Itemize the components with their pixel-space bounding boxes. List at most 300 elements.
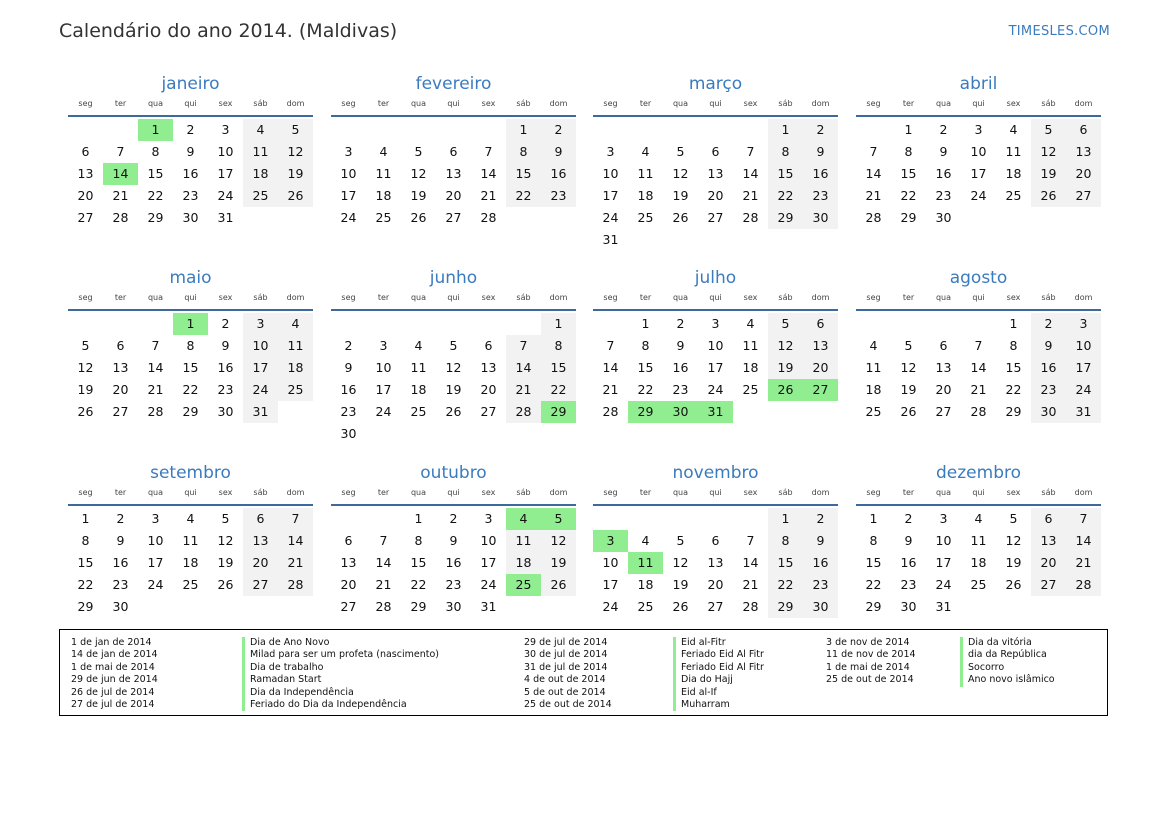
day-cell[interactable]: 6 xyxy=(344,533,353,548)
day-cell[interactable]: 18 xyxy=(506,552,541,574)
day-cell[interactable]: 9 xyxy=(221,338,230,353)
day-cell[interactable]: 13 xyxy=(340,555,357,570)
day-cell[interactable]: 2 xyxy=(939,122,948,137)
day-cell[interactable]: 24 xyxy=(243,379,278,401)
day-cell[interactable]: 12 xyxy=(1031,141,1066,163)
day-cell[interactable]: 10 xyxy=(707,338,724,353)
day-cell[interactable]: 12 xyxy=(672,166,689,181)
day-cell[interactable]: 1 xyxy=(138,119,173,141)
day-cell[interactable]: 10 xyxy=(602,166,619,181)
day-cell[interactable]: 1 xyxy=(768,119,803,141)
day-cell[interactable]: 15 xyxy=(147,166,164,181)
day-cell[interactable]: 6 xyxy=(449,144,458,159)
day-cell[interactable]: 26 xyxy=(445,404,462,419)
day-cell[interactable]: 12 xyxy=(278,141,313,163)
day-cell[interactable]: 17 xyxy=(935,555,952,570)
day-cell[interactable]: 24 xyxy=(480,577,497,592)
day-cell[interactable]: 22 xyxy=(1005,382,1022,397)
day-cell[interactable]: 27 xyxy=(243,574,278,596)
day-cell[interactable]: 16 xyxy=(803,552,838,574)
day-cell[interactable]: 31 xyxy=(698,401,733,423)
day-cell[interactable]: 4 xyxy=(506,508,541,530)
day-cell[interactable]: 17 xyxy=(707,360,724,375)
day-cell[interactable]: 19 xyxy=(77,382,94,397)
day-cell[interactable]: 31 xyxy=(243,401,278,423)
day-cell[interactable]: 28 xyxy=(480,210,497,225)
day-cell[interactable]: 8 xyxy=(506,141,541,163)
day-cell[interactable]: 2 xyxy=(116,511,125,526)
day-cell[interactable]: 19 xyxy=(1005,555,1022,570)
day-cell[interactable]: 30 xyxy=(182,210,199,225)
day-cell[interactable]: 21 xyxy=(970,382,987,397)
day-cell[interactable]: 8 xyxy=(1009,338,1018,353)
day-cell[interactable]: 19 xyxy=(672,188,689,203)
day-cell[interactable]: 21 xyxy=(112,188,129,203)
day-cell[interactable]: 8 xyxy=(641,338,650,353)
day-cell[interactable]: 24 xyxy=(1066,379,1101,401)
day-cell[interactable]: 17 xyxy=(480,555,497,570)
day-cell[interactable]: 8 xyxy=(541,335,576,357)
day-cell[interactable]: 29 xyxy=(77,599,94,614)
day-cell[interactable]: 8 xyxy=(151,144,160,159)
day-cell[interactable]: 9 xyxy=(803,141,838,163)
day-cell[interactable]: 1 xyxy=(173,313,208,335)
day-cell[interactable]: 2 xyxy=(803,119,838,141)
day-cell[interactable]: 28 xyxy=(1066,574,1101,596)
day-cell[interactable]: 25 xyxy=(865,404,882,419)
day-cell[interactable]: 30 xyxy=(663,401,698,423)
day-cell[interactable]: 2 xyxy=(221,316,230,331)
day-cell[interactable]: 23 xyxy=(803,574,838,596)
day-cell[interactable]: 15 xyxy=(506,163,541,185)
day-cell[interactable]: 3 xyxy=(606,144,615,159)
day-cell[interactable]: 20 xyxy=(445,188,462,203)
day-cell[interactable]: 30 xyxy=(1031,401,1066,423)
day-cell[interactable]: 22 xyxy=(865,577,882,592)
day-cell[interactable]: 21 xyxy=(1066,552,1101,574)
day-cell[interactable]: 18 xyxy=(243,163,278,185)
day-cell[interactable]: 22 xyxy=(182,382,199,397)
day-cell[interactable]: 25 xyxy=(742,382,759,397)
day-cell[interactable]: 18 xyxy=(865,382,882,397)
day-cell[interactable]: 22 xyxy=(768,185,803,207)
day-cell[interactable]: 29 xyxy=(410,599,427,614)
day-cell[interactable]: 24 xyxy=(375,404,392,419)
day-cell[interactable]: 20 xyxy=(243,552,278,574)
day-cell[interactable]: 20 xyxy=(803,357,838,379)
day-cell[interactable]: 21 xyxy=(506,379,541,401)
day-cell[interactable]: 10 xyxy=(340,166,357,181)
day-cell[interactable]: 15 xyxy=(768,552,803,574)
day-cell[interactable]: 23 xyxy=(900,577,917,592)
day-cell[interactable]: 1 xyxy=(768,508,803,530)
day-cell[interactable]: 27 xyxy=(1066,185,1101,207)
day-cell[interactable]: 18 xyxy=(637,188,654,203)
day-cell[interactable]: 10 xyxy=(480,533,497,548)
day-cell[interactable]: 27 xyxy=(803,379,838,401)
day-cell[interactable]: 6 xyxy=(939,338,948,353)
day-cell[interactable]: 24 xyxy=(217,188,234,203)
day-cell[interactable]: 13 xyxy=(77,166,94,181)
day-cell[interactable]: 25 xyxy=(375,210,392,225)
day-cell[interactable]: 10 xyxy=(935,533,952,548)
day-cell[interactable]: 17 xyxy=(375,382,392,397)
day-cell[interactable]: 18 xyxy=(637,577,654,592)
day-cell[interactable]: 11 xyxy=(375,166,392,181)
day-cell[interactable]: 8 xyxy=(414,533,423,548)
day-cell[interactable]: 31 xyxy=(217,210,234,225)
day-cell[interactable]: 14 xyxy=(375,555,392,570)
day-cell[interactable]: 7 xyxy=(151,338,160,353)
day-cell[interactable]: 9 xyxy=(449,533,458,548)
day-cell[interactable]: 18 xyxy=(742,360,759,375)
day-cell[interactable]: 30 xyxy=(217,404,234,419)
day-cell[interactable]: 31 xyxy=(1066,401,1101,423)
day-cell[interactable]: 5 xyxy=(676,533,685,548)
day-cell[interactable]: 15 xyxy=(900,166,917,181)
day-cell[interactable]: 24 xyxy=(340,210,357,225)
day-cell[interactable]: 11 xyxy=(506,530,541,552)
day-cell[interactable]: 5 xyxy=(221,511,230,526)
day-cell[interactable]: 23 xyxy=(340,404,357,419)
day-cell[interactable]: 7 xyxy=(1066,508,1101,530)
day-cell[interactable]: 29 xyxy=(768,596,803,618)
day-cell[interactable]: 2 xyxy=(344,338,353,353)
day-cell[interactable]: 29 xyxy=(768,207,803,229)
day-cell[interactable]: 16 xyxy=(1031,357,1066,379)
day-cell[interactable]: 4 xyxy=(186,511,195,526)
day-cell[interactable]: 22 xyxy=(768,574,803,596)
day-cell[interactable]: 13 xyxy=(707,166,724,181)
day-cell[interactable]: 27 xyxy=(935,404,952,419)
day-cell[interactable]: 22 xyxy=(637,382,654,397)
day-cell[interactable]: 24 xyxy=(970,188,987,203)
day-cell[interactable]: 16 xyxy=(182,166,199,181)
day-cell[interactable]: 3 xyxy=(243,313,278,335)
day-cell[interactable]: 7 xyxy=(116,144,125,159)
day-cell[interactable]: 14 xyxy=(278,530,313,552)
day-cell[interactable]: 6 xyxy=(711,144,720,159)
day-cell[interactable]: 13 xyxy=(803,335,838,357)
day-cell[interactable]: 11 xyxy=(628,552,663,574)
day-cell[interactable]: 5 xyxy=(676,144,685,159)
day-cell[interactable]: 21 xyxy=(865,188,882,203)
day-cell[interactable]: 16 xyxy=(935,166,952,181)
day-cell[interactable]: 30 xyxy=(112,599,129,614)
day-cell[interactable]: 6 xyxy=(81,144,90,159)
day-cell[interactable]: 28 xyxy=(278,574,313,596)
day-cell[interactable]: 27 xyxy=(340,599,357,614)
day-cell[interactable]: 8 xyxy=(904,144,913,159)
day-cell[interactable]: 21 xyxy=(278,552,313,574)
day-cell[interactable]: 29 xyxy=(900,210,917,225)
day-cell[interactable]: 4 xyxy=(243,119,278,141)
day-cell[interactable]: 26 xyxy=(410,210,427,225)
day-cell[interactable]: 21 xyxy=(742,577,759,592)
day-cell[interactable]: 3 xyxy=(344,144,353,159)
day-cell[interactable]: 12 xyxy=(217,533,234,548)
day-cell[interactable]: 17 xyxy=(340,188,357,203)
day-cell[interactable]: 6 xyxy=(116,338,125,353)
day-cell[interactable]: 28 xyxy=(602,404,619,419)
day-cell[interactable]: 21 xyxy=(742,188,759,203)
day-cell[interactable]: 26 xyxy=(541,574,576,596)
day-cell[interactable]: 25 xyxy=(637,599,654,614)
day-cell[interactable]: 25 xyxy=(243,185,278,207)
day-cell[interactable]: 4 xyxy=(974,511,983,526)
day-cell[interactable]: 15 xyxy=(77,555,94,570)
day-cell[interactable]: 29 xyxy=(541,401,576,423)
day-cell[interactable]: 18 xyxy=(410,382,427,397)
day-cell[interactable]: 15 xyxy=(541,357,576,379)
day-cell[interactable]: 5 xyxy=(1031,119,1066,141)
day-cell[interactable]: 9 xyxy=(904,533,913,548)
day-cell[interactable]: 31 xyxy=(480,599,497,614)
day-cell[interactable]: 24 xyxy=(602,599,619,614)
day-cell[interactable]: 5 xyxy=(449,338,458,353)
day-cell[interactable]: 20 xyxy=(707,577,724,592)
day-cell[interactable]: 3 xyxy=(593,530,628,552)
day-cell[interactable]: 20 xyxy=(1031,552,1066,574)
day-cell[interactable]: 3 xyxy=(939,511,948,526)
day-cell[interactable]: 14 xyxy=(970,360,987,375)
day-cell[interactable]: 7 xyxy=(506,335,541,357)
day-cell[interactable]: 24 xyxy=(602,210,619,225)
day-cell[interactable]: 13 xyxy=(445,166,462,181)
day-cell[interactable]: 12 xyxy=(410,166,427,181)
day-cell[interactable]: 4 xyxy=(1009,122,1018,137)
day-cell[interactable]: 25 xyxy=(410,404,427,419)
day-cell[interactable]: 3 xyxy=(151,511,160,526)
day-cell[interactable]: 19 xyxy=(278,163,313,185)
day-cell[interactable]: 11 xyxy=(182,533,199,548)
day-cell[interactable]: 17 xyxy=(217,166,234,181)
day-cell[interactable]: 1 xyxy=(641,316,650,331)
day-cell[interactable]: 2 xyxy=(904,511,913,526)
day-cell[interactable]: 5 xyxy=(1009,511,1018,526)
day-cell[interactable]: 27 xyxy=(77,210,94,225)
day-cell[interactable]: 22 xyxy=(541,379,576,401)
day-cell[interactable]: 28 xyxy=(970,404,987,419)
day-cell[interactable]: 21 xyxy=(375,577,392,592)
day-cell[interactable]: 1 xyxy=(904,122,913,137)
day-cell[interactable]: 5 xyxy=(768,313,803,335)
day-cell[interactable]: 12 xyxy=(672,555,689,570)
day-cell[interactable]: 2 xyxy=(449,511,458,526)
day-cell[interactable]: 9 xyxy=(676,338,685,353)
day-cell[interactable]: 26 xyxy=(217,577,234,592)
day-cell[interactable]: 19 xyxy=(768,357,803,379)
day-cell[interactable]: 23 xyxy=(217,382,234,397)
day-cell[interactable]: 11 xyxy=(865,360,882,375)
day-cell[interactable]: 25 xyxy=(1005,188,1022,203)
day-cell[interactable]: 12 xyxy=(900,360,917,375)
day-cell[interactable]: 5 xyxy=(81,338,90,353)
day-cell[interactable]: 21 xyxy=(480,188,497,203)
day-cell[interactable]: 21 xyxy=(147,382,164,397)
day-cell[interactable]: 6 xyxy=(1066,119,1101,141)
day-cell[interactable]: 12 xyxy=(445,360,462,375)
day-cell[interactable]: 27 xyxy=(707,599,724,614)
day-cell[interactable]: 6 xyxy=(484,338,493,353)
day-cell[interactable]: 6 xyxy=(711,533,720,548)
day-cell[interactable]: 13 xyxy=(1031,530,1066,552)
day-cell[interactable]: 1 xyxy=(414,511,423,526)
day-cell[interactable]: 17 xyxy=(1066,357,1101,379)
day-cell[interactable]: 30 xyxy=(935,210,952,225)
day-cell[interactable]: 12 xyxy=(541,530,576,552)
day-cell[interactable]: 24 xyxy=(147,577,164,592)
day-cell[interactable]: 8 xyxy=(81,533,90,548)
day-cell[interactable]: 26 xyxy=(672,210,689,225)
day-cell[interactable]: 8 xyxy=(768,530,803,552)
day-cell[interactable]: 22 xyxy=(900,188,917,203)
day-cell[interactable]: 3 xyxy=(711,316,720,331)
day-cell[interactable]: 10 xyxy=(970,144,987,159)
day-cell[interactable]: 5 xyxy=(414,144,423,159)
day-cell[interactable]: 6 xyxy=(803,313,838,335)
day-cell[interactable]: 30 xyxy=(803,207,838,229)
day-cell[interactable]: 18 xyxy=(970,555,987,570)
day-cell[interactable]: 7 xyxy=(606,338,615,353)
day-cell[interactable]: 7 xyxy=(278,508,313,530)
day-cell[interactable]: 3 xyxy=(1066,313,1101,335)
day-cell[interactable]: 23 xyxy=(445,577,462,592)
day-cell[interactable]: 31 xyxy=(602,232,619,247)
day-cell[interactable]: 10 xyxy=(602,555,619,570)
day-cell[interactable]: 30 xyxy=(445,599,462,614)
day-cell[interactable]: 18 xyxy=(278,357,313,379)
day-cell[interactable]: 9 xyxy=(803,530,838,552)
day-cell[interactable]: 29 xyxy=(628,401,663,423)
day-cell[interactable]: 18 xyxy=(182,555,199,570)
day-cell[interactable]: 15 xyxy=(865,555,882,570)
day-cell[interactable]: 2 xyxy=(186,122,195,137)
day-cell[interactable]: 19 xyxy=(445,382,462,397)
day-cell[interactable]: 11 xyxy=(278,335,313,357)
day-cell[interactable]: 11 xyxy=(970,533,987,548)
day-cell[interactable]: 27 xyxy=(707,210,724,225)
day-cell[interactable]: 7 xyxy=(746,144,755,159)
day-cell[interactable]: 15 xyxy=(1005,360,1022,375)
day-cell[interactable]: 9 xyxy=(1031,335,1066,357)
day-cell[interactable]: 10 xyxy=(217,144,234,159)
day-cell[interactable]: 28 xyxy=(742,210,759,225)
day-cell[interactable]: 1 xyxy=(81,511,90,526)
day-cell[interactable]: 17 xyxy=(970,166,987,181)
day-cell[interactable]: 5 xyxy=(904,338,913,353)
day-cell[interactable]: 28 xyxy=(112,210,129,225)
day-cell[interactable]: 31 xyxy=(935,599,952,614)
day-cell[interactable]: 7 xyxy=(869,144,878,159)
day-cell[interactable]: 13 xyxy=(1066,141,1101,163)
day-cell[interactable]: 16 xyxy=(900,555,917,570)
day-cell[interactable]: 17 xyxy=(602,577,619,592)
day-cell[interactable]: 22 xyxy=(410,577,427,592)
day-cell[interactable]: 14 xyxy=(602,360,619,375)
day-cell[interactable]: 10 xyxy=(375,360,392,375)
day-cell[interactable]: 20 xyxy=(77,188,94,203)
day-cell[interactable]: 17 xyxy=(243,357,278,379)
day-cell[interactable]: 23 xyxy=(1031,379,1066,401)
day-cell[interactable]: 29 xyxy=(182,404,199,419)
day-cell[interactable]: 14 xyxy=(506,357,541,379)
day-cell[interactable]: 19 xyxy=(672,577,689,592)
day-cell[interactable]: 13 xyxy=(480,360,497,375)
day-cell[interactable]: 1 xyxy=(1009,316,1018,331)
day-cell[interactable]: 27 xyxy=(445,210,462,225)
day-cell[interactable]: 4 xyxy=(278,313,313,335)
day-cell[interactable]: 17 xyxy=(602,188,619,203)
day-cell[interactable]: 28 xyxy=(742,599,759,614)
day-cell[interactable]: 20 xyxy=(112,382,129,397)
day-cell[interactable]: 25 xyxy=(637,210,654,225)
day-cell[interactable]: 28 xyxy=(865,210,882,225)
day-cell[interactable]: 19 xyxy=(1031,163,1066,185)
day-cell[interactable]: 30 xyxy=(900,599,917,614)
day-cell[interactable]: 9 xyxy=(541,141,576,163)
day-cell[interactable]: 19 xyxy=(217,555,234,570)
day-cell[interactable]: 20 xyxy=(707,188,724,203)
day-cell[interactable]: 4 xyxy=(869,338,878,353)
day-cell[interactable]: 7 xyxy=(974,338,983,353)
day-cell[interactable]: 18 xyxy=(1005,166,1022,181)
day-cell[interactable]: 24 xyxy=(935,577,952,592)
day-cell[interactable]: 16 xyxy=(217,360,234,375)
day-cell[interactable]: 12 xyxy=(77,360,94,375)
day-cell[interactable]: 27 xyxy=(480,404,497,419)
day-cell[interactable]: 13 xyxy=(243,530,278,552)
day-cell[interactable]: 29 xyxy=(865,599,882,614)
day-cell[interactable]: 11 xyxy=(243,141,278,163)
day-cell[interactable]: 25 xyxy=(970,577,987,592)
day-cell[interactable]: 3 xyxy=(484,511,493,526)
day-cell[interactable]: 6 xyxy=(243,508,278,530)
day-cell[interactable]: 22 xyxy=(147,188,164,203)
day-cell[interactable]: 28 xyxy=(147,404,164,419)
day-cell[interactable]: 3 xyxy=(379,338,388,353)
day-cell[interactable]: 9 xyxy=(116,533,125,548)
day-cell[interactable]: 14 xyxy=(742,166,759,181)
day-cell[interactable]: 11 xyxy=(742,338,759,353)
day-cell[interactable]: 26 xyxy=(1005,577,1022,592)
day-cell[interactable]: 21 xyxy=(602,382,619,397)
day-cell[interactable]: 20 xyxy=(480,382,497,397)
day-cell[interactable]: 23 xyxy=(182,188,199,203)
day-cell[interactable]: 12 xyxy=(768,335,803,357)
day-cell[interactable]: 16 xyxy=(541,163,576,185)
day-cell[interactable]: 16 xyxy=(803,163,838,185)
day-cell[interactable]: 10 xyxy=(147,533,164,548)
day-cell[interactable]: 2 xyxy=(1031,313,1066,335)
day-cell[interactable]: 4 xyxy=(379,144,388,159)
day-cell[interactable]: 14 xyxy=(147,360,164,375)
day-cell[interactable]: 16 xyxy=(445,555,462,570)
day-cell[interactable]: 29 xyxy=(1005,404,1022,419)
day-cell[interactable]: 1 xyxy=(541,313,576,335)
day-cell[interactable]: 1 xyxy=(869,511,878,526)
day-cell[interactable]: 23 xyxy=(803,185,838,207)
day-cell[interactable]: 16 xyxy=(340,382,357,397)
day-cell[interactable]: 9 xyxy=(186,144,195,159)
day-cell[interactable]: 14 xyxy=(742,555,759,570)
day-cell[interactable]: 4 xyxy=(414,338,423,353)
day-cell[interactable]: 15 xyxy=(182,360,199,375)
day-cell[interactable]: 23 xyxy=(935,188,952,203)
day-cell[interactable]: 10 xyxy=(243,335,278,357)
day-cell[interactable]: 13 xyxy=(707,555,724,570)
day-cell[interactable]: 18 xyxy=(375,188,392,203)
